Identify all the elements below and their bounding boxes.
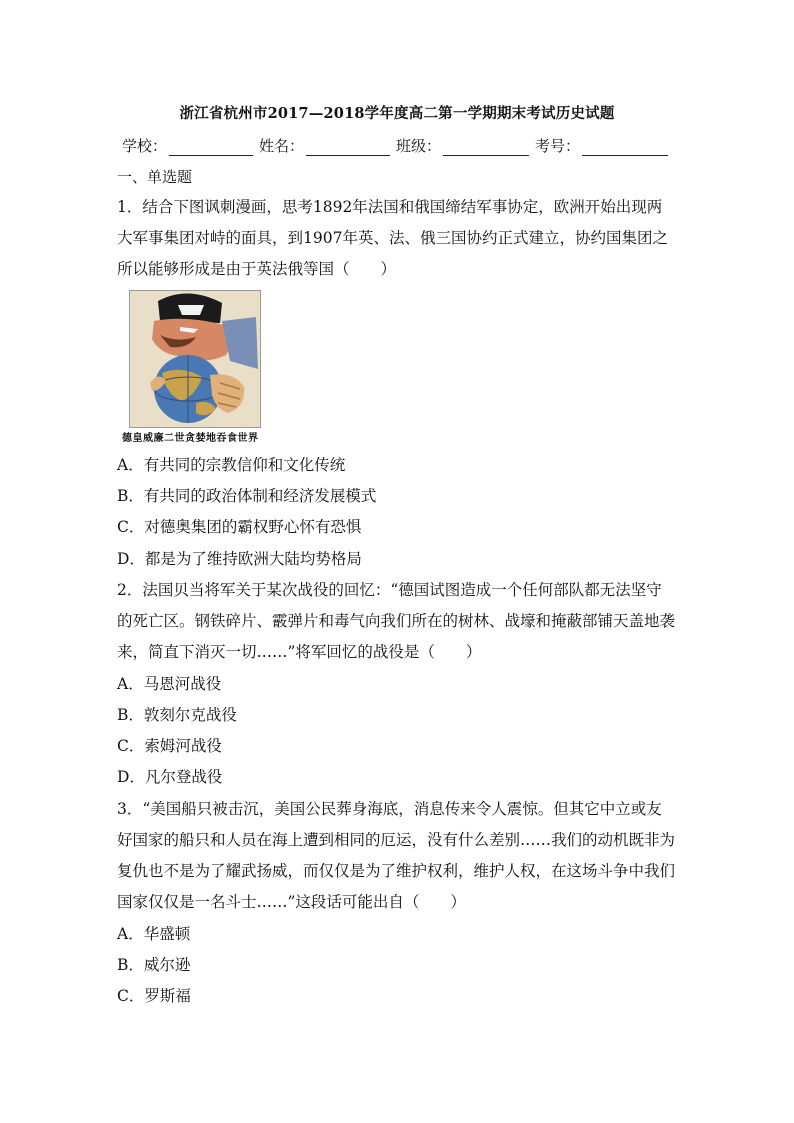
cartoon-caption: 德皇威廉二世贪婪地吞食世界 bbox=[122, 433, 259, 444]
question-3-option-b[interactable]: B．威尔逊 bbox=[117, 956, 191, 974]
name-blank bbox=[306, 139, 390, 156]
section-heading: 一、单选题 bbox=[117, 168, 193, 186]
exam-no-label: 考号： bbox=[535, 137, 581, 155]
question-1-stem: 1．结合下图讽刺漫画，思考1892年法国和俄国缔结军事协定，欧洲开始出现两大军事集团对峙的面具，到1907年英、法、俄三国协约正式建立，协约国集团之所以能够形成是由于英法俄等国（ ） bbox=[117, 198, 668, 278]
question-1-option-d[interactable]: D．都是为了维持欧洲大陆均势格局 bbox=[117, 550, 362, 568]
question-1-option-a[interactable]: A．有共同的宗教信仰和文化传统 bbox=[117, 456, 346, 474]
student-info-row bbox=[122, 134, 682, 156]
question-2-stem: 2．法国贝当将军关于某次战役的回忆：“德国试图造成一个任何部队都无法坚守的死亡区。钢铁碎片、霰弹片和毒气向我们所在的树林、战壕和掩蔽部铺天盖地袭来，简直下消灭一切……”将军回忆的战役是（ ） bbox=[117, 581, 676, 661]
question-3-stem: 3．“美国船只被击沉，美国公民葬身海底，消息传来令人震惊。但其它中立或友好国家的船只和人员在海上遭到相同的厄运，没有什么差别……我们的动机既非为复仇也不是为了耀武扬威，而仅仅是为了维护权利，维护人权，在这场斗争中我们国家仅仅是一名斗士……”这段话可能出自（ ） bbox=[117, 800, 676, 911]
class-blank bbox=[443, 139, 529, 156]
class-label: 班级： bbox=[396, 137, 442, 155]
school-label: 学校： bbox=[122, 137, 168, 155]
exam-title: 浙江省杭州市2017—2018学年度高二第一学期期末考试历史试题 bbox=[179, 105, 615, 122]
question-1-option-c[interactable]: C．对德奥集团的霸权野心怀有恐惧 bbox=[117, 518, 362, 536]
exam-no-blank bbox=[582, 139, 668, 156]
kaiser-globe-cartoon-icon bbox=[130, 291, 260, 427]
question-2-option-a[interactable]: A．马恩河战役 bbox=[117, 675, 222, 693]
name-label: 姓名： bbox=[259, 137, 305, 155]
school-blank bbox=[169, 139, 253, 156]
question-2-option-d[interactable]: D．凡尔登战役 bbox=[117, 768, 223, 786]
question-3-option-a[interactable]: A．华盛顿 bbox=[117, 925, 191, 943]
question-1-option-b[interactable]: B．有共同的政治体制和经济发展模式 bbox=[117, 487, 377, 505]
satirical-cartoon-image bbox=[129, 290, 261, 428]
question-2-option-b[interactable]: B．敦刻尔克战役 bbox=[117, 706, 237, 724]
question-2-option-c[interactable]: C．索姆河战役 bbox=[117, 737, 222, 755]
question-3-option-c[interactable]: C．罗斯福 bbox=[117, 987, 191, 1005]
